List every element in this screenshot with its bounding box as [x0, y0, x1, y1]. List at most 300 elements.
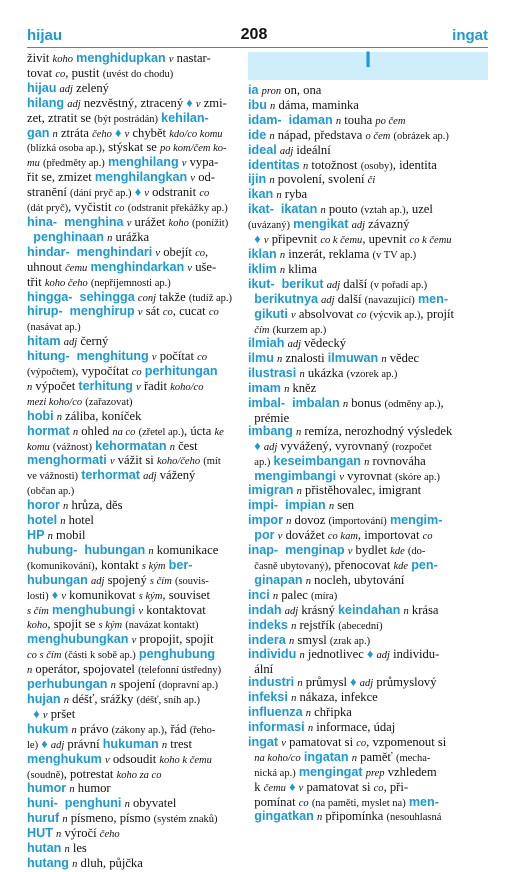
entry-line: [248, 766, 488, 781]
gloss-note: (kurzem ap.): [272, 324, 327, 336]
headword: keseimbangan: [273, 453, 361, 468]
gloss-note: (být postrádán): [94, 113, 158, 125]
grammar-label: v: [298, 782, 304, 794]
grammar-label: n: [295, 426, 302, 438]
headword: ilmuwan: [327, 351, 379, 366]
headword: idam- idaman: [248, 112, 333, 127]
headword: mengingat: [298, 764, 363, 779]
grammar-label: po čem: [375, 115, 406, 127]
grammar-label: v: [138, 605, 144, 617]
gloss-note: (déšť, sníh ap.): [136, 694, 201, 706]
definition-text: pršet: [47, 706, 76, 721]
grammar-label: co: [356, 737, 367, 749]
grammar-label: co kam: [327, 531, 358, 543]
diamond-icon: ♦: [33, 706, 40, 721]
grammar-label: mu: [27, 158, 40, 170]
gloss-note: (na paměti, myslet na): [311, 797, 406, 809]
definition-text: operátor, spojovatel: [32, 662, 139, 677]
grammar-label: co k čemu: [409, 235, 452, 247]
headword: ilustrasi: [248, 366, 297, 381]
entry-line: [248, 425, 488, 440]
running-head-right: ingat: [452, 27, 488, 44]
definition-text: připevnit: [268, 232, 321, 247]
entry-line: [27, 693, 245, 708]
gloss-note: ve vážnosti): [27, 471, 79, 483]
headword: hutang: [27, 855, 69, 870]
definition-text: písmeno, písmo: [67, 811, 154, 826]
grammar-label: v: [136, 381, 141, 393]
headword: men-: [417, 291, 449, 306]
grammar-label: adj: [376, 650, 390, 662]
headword: ikut- berikut: [248, 276, 324, 291]
grammar-label: adj: [359, 678, 374, 690]
definition-text: , přenocovat: [328, 558, 394, 572]
gloss-note: (uvázaný): [248, 220, 290, 232]
grammar-label: s kým: [138, 590, 163, 602]
headword: hitung- menghitung: [27, 349, 149, 364]
definition-text: komunikace: [153, 542, 219, 557]
definition-text: les: [69, 841, 87, 856]
definition-text: uhnout: [27, 259, 66, 274]
definition-text: dovoz: [291, 513, 329, 528]
gloss-note: (vzorek ap.): [346, 369, 398, 381]
grammar-label: kdo/co komu: [169, 128, 223, 140]
grammar-label: n: [71, 724, 77, 736]
entry-line: [248, 114, 488, 129]
definition-text: kontaktovat: [143, 602, 206, 617]
definition-text: pouto: [325, 202, 361, 217]
definition-text: povolení, svolení: [274, 172, 368, 187]
gloss-note: (rozpočet: [392, 441, 432, 453]
gloss-note: (v pořadí ap.): [370, 279, 428, 291]
grammar-label: adj: [143, 471, 157, 483]
gloss-note: (dát pryč): [27, 203, 69, 215]
headword: humor: [27, 781, 67, 796]
grammar-label: n: [279, 249, 286, 261]
grammar-label: n: [335, 115, 342, 127]
entry-line: [248, 99, 488, 114]
entry-line: [27, 261, 245, 276]
entry-line: [248, 544, 488, 559]
definition-text: rovnováha: [369, 453, 426, 468]
definition-text: řit se, zmizet: [27, 170, 95, 185]
grammar-label: koho za co: [116, 769, 162, 781]
headword: hutan: [27, 841, 62, 856]
definition-text: obejít: [160, 244, 196, 259]
diamond-icon: ♦: [51, 587, 59, 602]
headword: impor: [248, 513, 283, 528]
entry-line: [248, 308, 488, 323]
definition-text: , řád: [164, 721, 190, 736]
entry-line: [27, 127, 245, 142]
entry-line: [248, 129, 488, 144]
headword: hormat: [27, 423, 70, 438]
definition-text: právní: [64, 736, 103, 751]
gloss-note: (mecha-: [395, 752, 431, 764]
grammar-label: v: [190, 173, 196, 185]
entry-line: [248, 173, 488, 188]
grammar-label: koho: [27, 620, 48, 632]
definition-text: hotel: [65, 513, 94, 528]
grammar-label: n: [296, 486, 302, 498]
definition-text: vyvážený, vyrovnaný: [277, 438, 393, 453]
grammar-label: co k čemu: [320, 235, 363, 247]
grammar-label: ke: [214, 426, 224, 438]
definition-text: , úcta: [184, 423, 215, 438]
headword: perhitungan: [144, 364, 218, 379]
definition-text: třit: [27, 274, 45, 289]
grammar-label: v: [61, 590, 67, 602]
grammar-label: adj: [59, 83, 73, 95]
entry-line: [27, 216, 245, 231]
definition-text: totožnost: [308, 157, 361, 172]
diamond-icon: ♦: [366, 647, 374, 662]
definition-text: , importovat: [357, 528, 423, 543]
grammar-label: čím: [254, 324, 270, 336]
grammar-label: s čím: [27, 605, 49, 617]
entry-line: [248, 455, 488, 470]
headword: imigran: [248, 483, 294, 498]
gloss-note: (dopravní ap.): [158, 680, 219, 692]
headword: menghilangkan: [94, 170, 188, 185]
definition-text: sát: [142, 304, 163, 319]
definition-text: vážený: [156, 468, 196, 483]
grammar-label: n: [279, 264, 286, 276]
definition-text: od-: [195, 170, 215, 185]
grammar-label: v: [347, 546, 353, 558]
definition-text: čest: [174, 438, 198, 453]
definition-text: vědecký: [300, 336, 347, 351]
gloss-note: (uvést do chodu): [102, 68, 174, 80]
definition-text: průmysl: [302, 675, 351, 690]
grammar-label: čeho: [92, 128, 112, 140]
gloss-note: (zřetel ap.): [138, 426, 185, 438]
grammar-label: n: [52, 128, 58, 140]
headword: HP: [27, 528, 45, 542]
definition-text: nápad, představa: [274, 127, 366, 142]
grammar-label: n: [316, 812, 323, 824]
gloss-note: časně ubytovaný): [254, 561, 329, 572]
entry-line: [27, 82, 245, 97]
entry-line: [27, 141, 245, 156]
grammar-label: n: [276, 190, 282, 202]
definition-text: závazný: [365, 217, 410, 232]
entry-line: [27, 529, 245, 544]
definition-text: prémie: [248, 410, 290, 425]
definition-text: mobil: [52, 528, 86, 542]
grammar-label: co: [55, 68, 66, 80]
headword: influenza: [248, 705, 303, 720]
entry-line: [27, 768, 245, 783]
entry-line: [248, 676, 488, 691]
grammar-label: v: [263, 235, 269, 247]
entry-line: [27, 246, 245, 261]
grammar-label: co: [162, 307, 173, 319]
definition-text: hrůza, děs: [68, 498, 123, 513]
grammar-label: n: [299, 650, 305, 662]
headword: mengimbangi: [254, 468, 337, 483]
headword: menghubungkan: [27, 632, 129, 647]
grammar-label: n: [381, 354, 387, 366]
grammar-label: adj: [263, 441, 278, 453]
grammar-label: komu: [27, 441, 50, 453]
grammar-label: co: [298, 797, 309, 809]
definition-text: , vzpomenout si: [366, 734, 447, 749]
gloss-note: (blízká osoba ap.): [27, 143, 102, 155]
definition-text: trest: [167, 736, 192, 751]
gloss-note: (nepříjemnosti ap.): [90, 277, 171, 289]
entry-line: [248, 706, 488, 721]
definition-text: , potrestat: [63, 766, 117, 781]
definition-text: další: [340, 276, 371, 291]
headword: inap- menginap: [248, 543, 345, 558]
entry-line: [248, 440, 488, 455]
headword: hirup- menghirup: [27, 304, 135, 319]
definition-text: , identita: [392, 157, 437, 172]
grammar-label: n: [307, 722, 314, 734]
grammar-label: n: [297, 678, 303, 690]
definition-text: uše-: [192, 259, 217, 274]
gloss-note: (zrak ap.): [329, 635, 371, 647]
entry-line: [27, 171, 245, 186]
headword: indera: [248, 632, 286, 647]
definition-text: zmi-: [200, 95, 227, 110]
header-rule: [27, 47, 488, 48]
headword: por: [254, 528, 275, 543]
grammar-label: co: [197, 352, 208, 364]
entry-line: [27, 618, 245, 633]
entry-line: [248, 188, 488, 203]
headword: hilang: [27, 95, 65, 110]
headword: ikan: [248, 187, 274, 202]
diamond-icon: ♦: [254, 438, 261, 453]
grammar-label: co: [131, 367, 142, 379]
definition-text: právo: [76, 721, 112, 736]
grammar-label: v: [109, 456, 115, 468]
headword: menghukum: [27, 751, 102, 766]
headword: hijau: [27, 80, 57, 95]
definition-text: dáma, maminka: [275, 97, 359, 112]
grammar-label: co: [373, 782, 384, 794]
definition-text: znalosti: [282, 351, 328, 366]
grammar-label: n: [124, 799, 130, 811]
grammar-label: v: [181, 158, 187, 170]
headword: ingatan: [303, 749, 349, 764]
entry-line: [248, 810, 488, 825]
grammar-label: čemu: [65, 262, 88, 274]
headword: penghinaan: [33, 229, 104, 244]
definition-text: bonus: [348, 396, 385, 411]
grammar-label: v: [195, 98, 201, 110]
grammar-label: n: [56, 829, 62, 841]
grammar-label: prep: [365, 767, 385, 779]
headword: inci: [248, 587, 270, 602]
grammar-label: n: [291, 620, 297, 632]
headword: menghindarkan: [90, 259, 185, 274]
grammar-label: n: [72, 426, 79, 438]
entry-line: [27, 97, 245, 112]
headword: hotel: [27, 513, 58, 528]
running-head-left: hijau: [27, 27, 63, 44]
definition-text: stranění: [27, 185, 71, 200]
gloss-note: (soudně): [27, 769, 64, 781]
gloss-note: (výpočtem): [27, 367, 76, 379]
definition-text: ,: [440, 396, 444, 411]
grammar-label: v: [126, 217, 132, 229]
definition-text: nákaza, infekce: [296, 690, 378, 705]
grammar-label: adj: [284, 605, 299, 617]
grammar-label: n: [269, 175, 275, 187]
definition-text: , uzel: [405, 202, 433, 217]
grammar-label: co: [195, 247, 205, 259]
definition-text: přistěhovalec, imigrant: [301, 483, 422, 498]
section-letter-box: [248, 47, 488, 80]
grammar-label: v: [277, 531, 283, 543]
definition-text: informace, údaj: [313, 719, 396, 734]
entry-line: [27, 231, 245, 246]
entry-line: [248, 574, 488, 589]
headword: hindar- menghindari: [27, 244, 153, 259]
definition-text: tovat: [27, 65, 56, 80]
entry-line: [248, 529, 488, 544]
definition-text: , spojit se: [47, 617, 99, 632]
grammar-label: adj: [326, 279, 341, 291]
gloss-note: (osoby): [360, 160, 393, 172]
grammar-label: n: [305, 708, 311, 720]
headword: hubungan: [27, 572, 88, 587]
gloss-note: (do-: [407, 546, 426, 558]
entry-line: [27, 440, 245, 455]
headword: menghilang: [107, 155, 179, 170]
definition-text: ryba: [281, 187, 308, 202]
definition-text: spojení: [115, 677, 159, 692]
definition-text: další: [334, 291, 365, 306]
definition-text: on, ona: [281, 83, 322, 97]
grammar-label: n: [364, 456, 370, 468]
headword: horor: [27, 498, 60, 513]
entry-line: [248, 796, 488, 811]
entry-line: [27, 425, 245, 440]
headword: ikat- ikatan: [248, 202, 318, 217]
definition-text: pamatovat si: [303, 779, 374, 794]
diamond-icon: ♦: [134, 185, 142, 200]
grammar-label: n: [110, 680, 116, 692]
grammar-label: n: [161, 739, 168, 751]
definition-text: , kontakt: [94, 557, 142, 572]
entry-line: [27, 156, 245, 171]
gloss-note: (v TV ap.): [372, 249, 417, 261]
grammar-label: n: [277, 354, 283, 366]
definition-text: vzhledem: [384, 764, 437, 779]
headword: hitam: [27, 334, 61, 349]
definition-text: propojit, spojit: [136, 632, 214, 647]
entry-line: [27, 112, 245, 127]
definition-text: živit: [27, 51, 53, 65]
grammar-label: čemu: [263, 782, 286, 794]
right-column: [248, 47, 488, 825]
definition-text: , stýskat se: [101, 140, 161, 155]
gloss-note: (zařazovat): [85, 396, 133, 408]
gloss-note: (odměny ap.): [384, 399, 441, 411]
entry-line: [27, 648, 245, 663]
entry-line: [248, 781, 488, 796]
headword: indeks: [248, 617, 288, 632]
entry-line: [27, 782, 245, 797]
headword: individu: [248, 647, 297, 662]
grammar-label: n: [320, 205, 326, 217]
headword: gan: [27, 125, 50, 140]
gloss-note: (vztah ap.): [360, 205, 406, 217]
definition-text: humor: [74, 781, 111, 796]
entry-line: [27, 52, 245, 67]
definition-text: ztráta: [57, 125, 93, 140]
grammar-label: čeho: [99, 829, 120, 841]
headword: ilmu: [248, 351, 274, 366]
headword: hujan: [27, 691, 61, 706]
headword: ibu: [248, 97, 267, 112]
definition-text: ální: [248, 662, 274, 677]
entry-line: [27, 484, 245, 499]
entry-line: [248, 337, 488, 352]
definition-text: klima: [285, 261, 317, 276]
headword: men-: [408, 794, 439, 809]
definition-text: sen: [334, 498, 355, 513]
definition-text: připomínka: [322, 809, 387, 824]
grammar-label: n: [270, 100, 276, 112]
grammar-label: koho čeho: [44, 277, 88, 289]
definition-text: takže: [155, 289, 189, 304]
definition-text: krása: [408, 602, 439, 617]
headword: imbang: [248, 423, 293, 438]
entry-line: [27, 365, 245, 380]
entry-line: [248, 278, 488, 293]
page-header: [0, 0, 508, 46]
entry-line: [27, 663, 245, 678]
definition-text: , projít: [420, 306, 454, 321]
grammar-label: co: [114, 203, 125, 215]
entry-line: [248, 352, 488, 367]
headword: industri: [248, 675, 295, 690]
headword: ide: [248, 127, 267, 142]
headword: ijin: [248, 172, 267, 187]
grammar-label: n: [305, 575, 311, 587]
entry-line: [27, 395, 245, 410]
definition-text: , cucat: [172, 304, 209, 319]
entry-line: [248, 499, 488, 514]
headword: perhubungan: [27, 677, 108, 692]
gloss-note: (importování): [328, 516, 387, 528]
grammar-label: co: [199, 188, 210, 200]
definition-text: výročí: [61, 826, 100, 841]
gloss-note: nická ap.): [254, 767, 296, 779]
entry-line: [248, 751, 488, 766]
grammar-label: po kom/čem ko-: [160, 143, 227, 155]
definition-text: déšť, srážky: [69, 691, 137, 706]
entry-line: [248, 367, 488, 382]
gloss-note: (předměty ap.): [43, 158, 105, 170]
entry-line: [248, 736, 488, 751]
grammar-label: n: [63, 694, 69, 706]
grammar-label: n: [328, 501, 335, 513]
headword: kehilan-: [161, 110, 209, 125]
headword: informasi: [248, 719, 305, 734]
definition-text: , při-: [383, 779, 409, 794]
definition-text: smysl: [294, 632, 330, 647]
headword: menghidupkan: [76, 51, 166, 65]
headword: hina- menghina: [27, 214, 124, 229]
gloss-note: (zákony ap.): [111, 724, 165, 736]
headword: ber-: [168, 557, 193, 572]
